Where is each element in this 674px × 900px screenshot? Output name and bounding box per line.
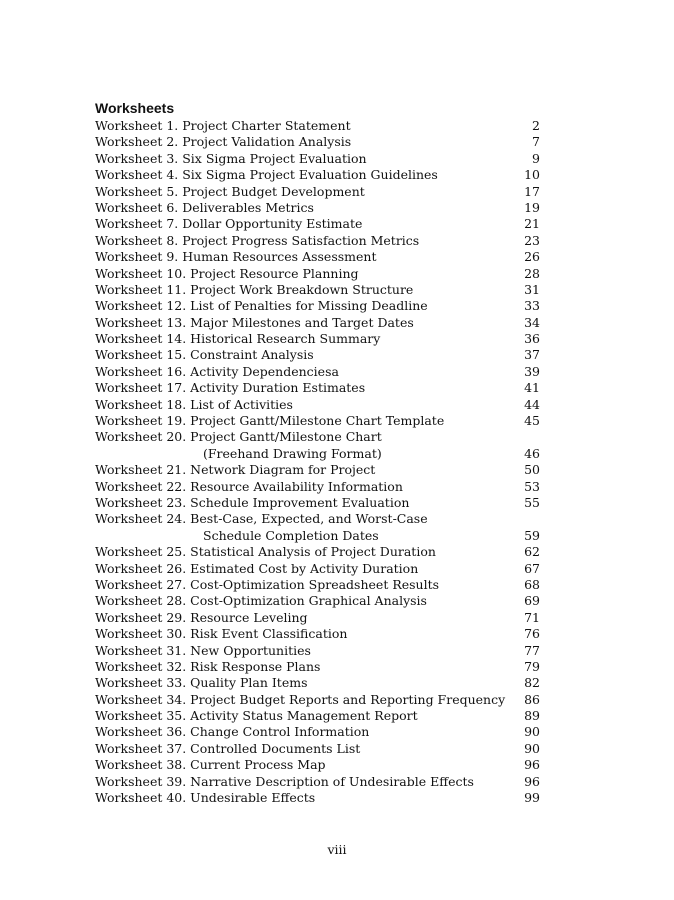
toc-entry [95,429,545,445]
toc-entry-page-number: 2 [532,118,540,133]
toc-entry-page-number: 21 [524,216,540,232]
toc-entry [95,708,545,724]
toc-entry-title: Worksheet 12. List of Penalties for Missing Deadline [95,298,428,314]
toc-entry-title: Worksheet 4. Six Sigma Project Evaluation Guidelines [95,167,438,183]
toc-entry-page-number: 76 [524,626,540,642]
toc-entry [95,544,545,560]
toc-entry [95,151,545,167]
toc-entry-title: Worksheet 32. Risk Response Plans [95,658,321,674]
toc-entry [95,446,545,462]
toc-entry [95,331,545,347]
toc-entry-page-number: 99 [524,790,540,806]
toc-entry-page-number: 69 [524,593,540,609]
toc-entry-page-number: 50 [524,462,540,478]
toc-entry [95,675,545,691]
toc-entry-page-number: 96 [524,773,540,789]
toc-entry-title: Worksheet 11. Project Work Breakdown Structure [95,281,414,297]
toc-entry [95,479,545,495]
toc-entry-page-number: 55 [524,494,540,510]
toc-entry-page-number: 36 [524,331,540,347]
toc-entry [95,774,545,790]
toc-entry-title: Worksheet 39. Narrative Description of Undesirable Effects [95,773,474,789]
section-heading: Worksheets [95,100,175,116]
toc-entry-page-number: 46 [524,445,540,461]
toc-entry-page-number: 96 [524,757,540,773]
toc-entry-title: Worksheet 27. Cost-Optimization Spreadsheet Results [95,576,440,592]
toc-entry-title: Worksheet 34. Project Budget Reports and Reporting Frequency [95,691,506,707]
toc-entry-title: Worksheet 35. Activity Status Management Report [95,708,418,724]
toc-entry-page-number: 53 [524,478,540,494]
toc-entry [95,282,545,298]
toc-entry [95,184,545,200]
toc-entry-page-number: 82 [524,675,540,691]
toc-entry-title: Worksheet 21. Network Diagram for Project [95,462,376,478]
toc-entry [95,741,545,757]
toc-entry-title: Worksheet 7. Dollar Opportunity Estimate [95,216,363,232]
toc-entry-title: Worksheet 33. Quality Plan Items [95,675,308,691]
toc-entry-page-number: 28 [524,265,540,281]
toc-entry-title: Worksheet 31. New Opportunities [95,642,311,658]
toc-entry-page-number: 37 [524,347,540,363]
toc-entry [95,200,545,216]
toc-entry [95,380,545,396]
toc-entry-title: Worksheet 29. Resource Leveling [95,609,308,625]
toc-entry [95,790,545,806]
toc-entry [95,757,545,773]
page-number: viii [327,842,347,857]
toc-entry-page-number: 62 [524,544,540,560]
toc-entry-page-number: 26 [524,249,540,265]
toc-entry-page-number: 33 [524,298,540,314]
toc-entry-title: Worksheet 1. Project Charter Statement [95,118,351,133]
toc-entry [95,364,545,380]
toc-entry-page-number: 10 [524,167,540,183]
toc-entry [95,167,545,183]
toc-entry [95,298,545,314]
toc-entry-page-number: 68 [524,576,540,592]
toc-entry [95,561,545,577]
toc-entry-title: Worksheet 30. Risk Event Classification [95,626,348,642]
toc-entry-title: Worksheet 13. Major Milestones and Target Dates [95,314,414,330]
toc-entry-page-number: 90 [524,740,540,756]
toc-entry-title: Worksheet 24. Best-Case, Expected, and Worst-Case [95,511,428,527]
toc-entry-title: Worksheet 40. Undesirable Effects [95,790,316,806]
toc-entry [95,626,545,642]
toc-entry [95,233,545,249]
toc-entry-page-number: 34 [524,314,540,330]
toc-entry [95,724,545,740]
toc-entry [95,315,545,331]
toc-entry-page-number: 7 [532,134,540,150]
toc-entry-title: Worksheet 3. Six Sigma Project Evaluation [95,150,367,166]
toc-entry-title: Worksheet 14. Historical Research Summary [95,331,381,347]
toc-entry-title: Worksheet 17. Activity Duration Estimates [95,380,366,396]
toc-entry-page-number: 59 [524,527,540,543]
toc-entry-title: Worksheet 6. Deliverables Metrics [95,199,314,215]
toc-entry-title: Worksheet 19. Project Gantt/Milestone Chart Template [95,413,445,429]
toc-entry-title: Worksheet 20. Project Gantt/Milestone Chart [95,429,382,445]
toc-entry [95,413,545,429]
toc-entry [95,495,545,511]
toc-entry-page-number: 31 [524,281,540,297]
toc-entry-page-number: 39 [524,363,540,379]
toc-entry-page-number: 17 [524,183,540,199]
toc-entry [95,118,545,134]
toc-entry-title: Worksheet 5. Project Budget Development [95,183,365,199]
toc-entry [95,610,545,626]
toc-entry [95,643,545,659]
toc-entry-title: Worksheet 8. Project Progress Satisfaction Metrics [95,232,420,248]
toc-entry-page-number: 9 [532,150,540,166]
toc-entry-page-number: 79 [524,658,540,674]
toc-entry-page-number: 90 [524,724,540,740]
toc-entry [95,347,545,363]
toc-entry [95,528,545,544]
toc-entry [95,462,545,478]
toc-entry-title: Worksheet 18. List of Activities [95,396,293,412]
toc-entry [95,216,545,232]
toc-entry [95,266,545,282]
toc-entry [95,593,545,609]
toc-entry-title: Worksheet 22. Resource Availability Information [95,478,403,494]
toc-entry-title: Worksheet 9. Human Resources Assessment [95,249,377,265]
toc-entry [95,659,545,675]
toc-entry [95,249,545,265]
toc-entry-page-number: 23 [524,232,540,248]
toc-entry-title: Worksheet 23. Schedule Improvement Evaluation [95,494,410,510]
toc-entry-page-number: 44 [524,396,540,412]
toc-entry-page-number: 41 [524,380,540,396]
toc-entry-page-number: 71 [524,609,540,625]
toc-entry-continuation: Schedule Completion Dates [203,527,379,543]
toc-entry-title: Worksheet 15. Constraint Analysis [95,347,314,363]
toc-entry [95,577,545,593]
toc-entry-continuation: (Freehand Drawing Format) [203,445,382,461]
worksheet-list [95,118,545,806]
toc-entry-page-number: 77 [524,642,540,658]
toc-entry-title: Worksheet 38. Current Process Map [95,757,326,773]
toc-entry-title: Worksheet 25. Statistical Analysis of Project Duration [95,544,436,560]
toc-entry-title: Worksheet 2. Project Validation Analysis [95,134,352,150]
toc-entry-title: Worksheet 28. Cost-Optimization Graphical Analysis [95,593,427,609]
toc-entry [95,134,545,150]
toc-entry-title: Worksheet 37. Controlled Documents List [95,740,361,756]
toc-entry [95,397,545,413]
toc-entry-title: Worksheet 16. Activity Dependenciesa [95,363,339,379]
toc-entry-page-number: 89 [524,708,540,724]
toc-entry-title: Worksheet 36. Change Control Information [95,724,370,740]
toc-entry-title: Worksheet 26. Estimated Cost by Activity Duration [95,560,419,576]
toc-entry [95,511,545,527]
toc-entry-page-number: 45 [524,413,540,429]
toc-entry-title: Worksheet 10. Project Resource Planning [95,265,359,281]
toc-entry-page-number: 86 [524,691,540,707]
toc-entry-page-number: 67 [524,560,540,576]
toc-entry [95,692,545,708]
toc-entry-page-number: 19 [524,199,540,215]
